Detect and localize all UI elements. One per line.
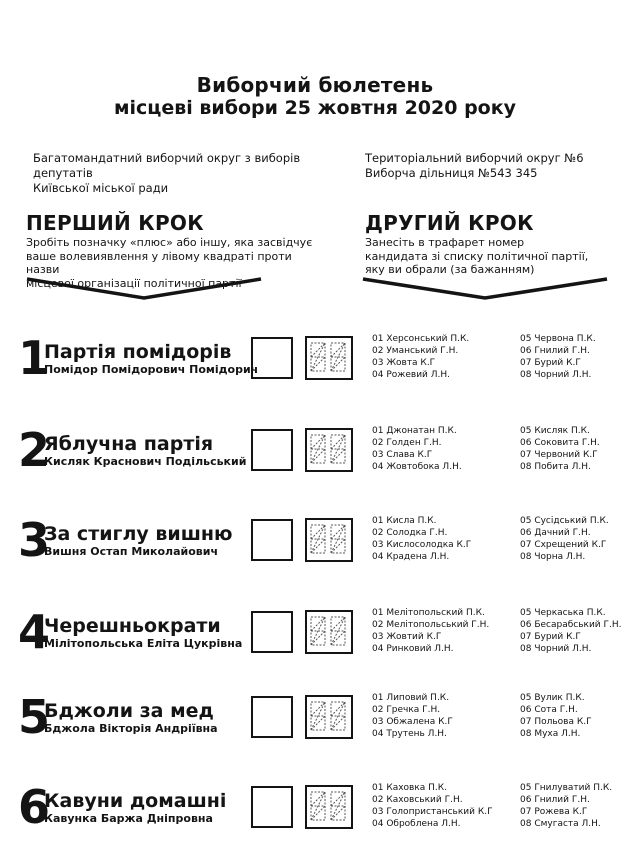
- party-name: Кавуни домашні: [44, 790, 227, 812]
- candidate-item: 02 Голден Г.Н.: [372, 438, 442, 448]
- candidate-item: 04 Трутень Л.Н.: [372, 729, 447, 739]
- step1-title: ПЕРШИЙ КРОК: [26, 211, 204, 235]
- stencil-digits-icon: [307, 430, 351, 470]
- step2-instructions: Занесіть в трафарет номер кандидата зі списку політичної партії, яку ви обрали (за бажанням): [365, 236, 589, 276]
- candidate-item: 07 Бурий К.Г: [520, 358, 581, 368]
- candidate-item: 02 Каховський Г.Н.: [372, 795, 463, 805]
- party-mark-box[interactable]: [251, 429, 293, 471]
- party-leader: Бджола Вікторія Андріївна: [44, 722, 218, 735]
- candidate-stencil-box[interactable]: [305, 785, 353, 829]
- party-leader: Мілітопольська Еліта Цукрівна: [44, 637, 243, 650]
- candidate-item: 04 Оброблена Л.Н.: [372, 819, 461, 829]
- stencil-digits-icon: [307, 520, 351, 560]
- candidate-item: 05 Черкаська П.К.: [520, 608, 606, 618]
- candidate-item: 05 Гнилуватий П.К.: [520, 783, 613, 793]
- candidate-item: 04 Рожевий Л.Н.: [372, 370, 451, 380]
- candidate-list-right: [520, 425, 600, 473]
- candidate-item: 01 Каховка П.К.: [372, 783, 448, 793]
- party-row: [18, 782, 618, 840]
- candidate-list-right: [520, 782, 612, 830]
- party-row: [18, 692, 618, 750]
- party-number: 3: [18, 513, 51, 567]
- party-name: Черешньократи: [44, 615, 221, 637]
- district-left: Багатомандатний виборчий округ з виборів депутатів Київської міської ради: [33, 151, 301, 195]
- candidate-item: 03 Обжалена К.Г: [372, 717, 453, 727]
- candidate-stencil-box[interactable]: [305, 336, 353, 380]
- candidate-item: 05 Вулик П.К.: [520, 693, 585, 703]
- party-name: Партія помідорів: [44, 341, 232, 363]
- stencil-digits-icon: [307, 787, 351, 827]
- party-row: [18, 605, 622, 665]
- party-mark-box[interactable]: [251, 337, 293, 379]
- candidate-item: 07 Бурий К.Г: [520, 632, 581, 642]
- party-mark-box[interactable]: [251, 519, 293, 561]
- candidate-item: 05 Червона П.К.: [520, 334, 596, 344]
- candidate-item: 01 Мелітопольский П.К.: [372, 608, 485, 618]
- candidate-item: 02 Солодка Г.Н.: [372, 528, 448, 538]
- party-number: 1: [18, 331, 51, 385]
- party-name: Яблучна партія: [44, 433, 214, 455]
- candidate-item: 05 Сусідський П.К.: [520, 516, 609, 526]
- candidate-item: 01 Кисла П.К.: [372, 516, 437, 526]
- candidate-list-right: [520, 333, 596, 381]
- candidate-item: 03 Кислосолодка К.Г: [372, 540, 472, 550]
- party-row: [18, 515, 618, 573]
- candidate-item: 05 Кисляк П.К.: [520, 426, 590, 436]
- candidate-item: 08 Муха Л.Н.: [520, 729, 581, 739]
- candidate-item: 01 Херсонський П.К.: [372, 334, 470, 344]
- candidate-list-left: [372, 425, 462, 473]
- party-leader: Кисляк Краснович Подільський: [44, 455, 247, 468]
- candidate-item: 06 Гнилий Г.Н.: [520, 346, 590, 356]
- candidate-item: 02 Гречка Г.Н.: [372, 705, 441, 715]
- candidate-item: 08 Побита Л.Н.: [520, 462, 591, 472]
- candidate-list-left: [372, 782, 493, 830]
- candidate-stencil-box[interactable]: [305, 695, 353, 739]
- party-number: 5: [18, 690, 51, 744]
- candidate-item: 08 Смугаста Л.Н.: [520, 819, 601, 829]
- step2-title: ДРУГИЙ КРОК: [365, 211, 534, 235]
- party-mark-box[interactable]: [251, 611, 293, 653]
- party-leader: Помідор Помідорович Помідорич: [44, 363, 259, 376]
- candidate-item: 01 Джонатан П.К.: [372, 426, 457, 436]
- candidate-list-left: [372, 607, 489, 655]
- party-row: [18, 425, 618, 483]
- candidate-item: 08 Чорна Л.Н.: [520, 552, 586, 562]
- candidate-item: 06 Бесарабський Г.Н.: [520, 620, 622, 630]
- candidate-item: 07 Рожева К.Г: [520, 807, 588, 817]
- party-number: 2: [18, 423, 51, 477]
- candidate-stencil-box[interactable]: [305, 428, 353, 472]
- candidate-item: 04 Крадена Л.Н.: [372, 552, 450, 562]
- candidate-item: 07 Схрещений К.Г: [520, 540, 607, 550]
- candidate-list-left: [372, 333, 469, 381]
- stencil-digits-icon: [307, 338, 351, 378]
- candidate-item: 03 Жовтий К.Г: [372, 632, 442, 642]
- candidate-list-left: [372, 515, 471, 563]
- candidate-item: 08 Чорний Л.Н.: [520, 644, 592, 654]
- party-leader: Вишня Остап Миколайович: [44, 545, 219, 558]
- candidate-item: 03 Голопристанський К.Г: [372, 807, 493, 817]
- candidate-item: 06 Соковита Г.Н.: [520, 438, 600, 448]
- candidate-item: 04 Жовтобока Л.Н.: [372, 462, 462, 472]
- candidate-list-right: [520, 515, 609, 563]
- candidate-item: 02 Мелітопольський Г.Н.: [372, 620, 490, 630]
- candidate-item: 07 Польова К.Г: [520, 717, 592, 727]
- candidate-list-left: [372, 692, 453, 740]
- candidate-item: 06 Гнилий Г.Н.: [520, 795, 590, 805]
- candidate-list-right: [520, 692, 592, 740]
- step1-arrow-icon: [26, 276, 262, 302]
- candidate-item: 06 Дачний Г.Н.: [520, 528, 591, 538]
- ballot-subtitle: місцеві вибори 25 жовтня 2020 року: [113, 97, 517, 119]
- candidate-item: 08 Чорний Л.Н.: [520, 370, 592, 380]
- candidate-item: 03 Жовта К.Г: [372, 358, 436, 368]
- party-number: 4: [18, 605, 51, 659]
- party-number: 6: [18, 780, 51, 834]
- candidate-item: 06 Сота Г.Н.: [520, 705, 578, 715]
- candidate-item: 02 Уманський Г.Н.: [372, 346, 459, 356]
- party-name: Бджоли за мед: [44, 700, 214, 722]
- party-leader: Кавунка Баржа Дніпровна: [44, 812, 213, 825]
- party-name: За стиглу вишню: [44, 523, 233, 545]
- candidate-stencil-box[interactable]: [305, 518, 353, 562]
- candidate-item: 01 Липовий П.К.: [372, 693, 450, 703]
- candidate-item: 03 Слава К.Г: [372, 450, 433, 460]
- step1-instructions: Зробіть позначку «плюс» або іншу, яка засвідчує ваше волевиявлення у лівому квадраті проти назви місцевої організації політичної партії: [26, 236, 313, 290]
- party-row: [18, 333, 618, 391]
- candidate-item: 07 Червоний К.Г: [520, 450, 598, 460]
- step2-arrow-icon: [362, 276, 608, 302]
- candidate-list-right: [520, 607, 622, 655]
- party-mark-box[interactable]: [251, 786, 293, 828]
- stencil-digits-icon: [307, 697, 351, 737]
- stencil-digits-icon: [307, 612, 351, 652]
- district-right: Територіальний виборчий округ №6 Виборча дільниця №543 345: [365, 151, 584, 180]
- ballot-title: Виборчий бюлетень: [196, 73, 434, 97]
- candidate-stencil-box[interactable]: [305, 610, 353, 654]
- party-mark-box[interactable]: [251, 696, 293, 738]
- candidate-item: 04 Ринковий Л.Н.: [372, 644, 454, 654]
